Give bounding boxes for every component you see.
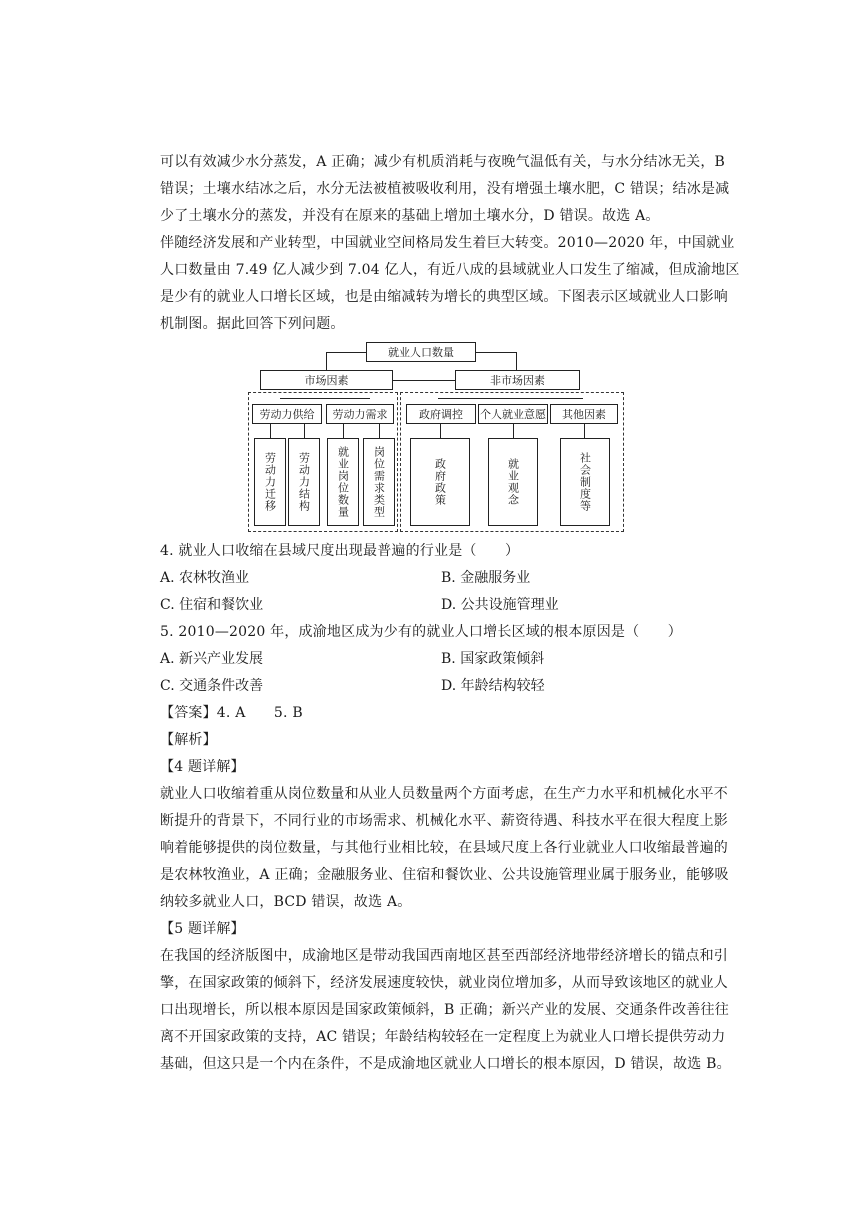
connector-line	[304, 424, 305, 438]
q5-detail-line: 在我国的经济版图中，成渝地区是带动我国西南地区甚至西部经济地带经济增长的锚点和引	[160, 948, 728, 964]
leaf-labor-migration	[254, 438, 286, 526]
q4-option-c: C. 住宿和餐饮业	[160, 597, 264, 613]
paragraph-line: 是少有的就业人口增长区域，也是由缩减转为增长的典型区域。下图表示区域就业人口影响	[160, 289, 728, 305]
non-market-factors-box: 非市场因素	[455, 370, 580, 390]
labor-demand-box: 劳动力需求	[326, 404, 394, 424]
leaf-label: 岗位需求类型	[372, 446, 386, 518]
q5-detail-line: 离不开国家政策的支持，AC 错误；年龄结构较轻在一定程度上为就业人口增长提供劳动力	[160, 1029, 726, 1045]
leaf-job-count	[327, 438, 359, 526]
leaf-label: 社会制度等	[578, 452, 592, 512]
connector-line	[393, 380, 455, 381]
connector-line	[440, 424, 441, 438]
leaf-social-system	[560, 438, 610, 526]
leaf-employment-concept	[488, 438, 538, 526]
q5-option-d: D. 年龄结构较轻	[441, 678, 545, 694]
leaf-label: 政府政策	[433, 458, 447, 506]
connector-line	[326, 352, 366, 353]
q5-detail-line: 擎，在国家政策的倾斜下，经济发展速度较快，就业岗位增加多，从而导致该地区的就业人	[160, 975, 728, 991]
q5-detail-label: 【5 题详解】	[160, 921, 245, 937]
q4-detail-line: 纳较多就业人口，BCD 错误，故选 A。	[160, 894, 412, 910]
paragraph-line: 可以有效减少水分蒸发，A 正确；减少有机质消耗与夜晚气温低有关，与水分结冰无关，B	[160, 154, 726, 170]
leaf-label: 劳动力结构	[297, 452, 311, 512]
leaf-label: 就业岗位数量	[336, 446, 350, 518]
connector-line	[326, 352, 327, 370]
paragraph-line: 人口数量由 7.49 亿人减少到 7.04 亿人，有近八成的县域就业人口发生了缩减，但成渝地区	[160, 262, 740, 278]
q4-detail-line: 就业人口收缩着重从岗位数量和从业人员数量两个方面考虑，在生产力水平和机械化水平不	[160, 786, 728, 802]
leaf-job-demand-type	[363, 438, 395, 526]
connector-line	[584, 424, 585, 438]
answer-line: 【答案】4. A 5. B	[160, 705, 303, 721]
q4-detail-line: 是农林牧渔业，A 正确；金融服务业、住宿和餐饮业、公共设施管理业属于服务业，能够吸	[160, 867, 729, 883]
q5-option-c: C. 交通条件改善	[160, 678, 264, 694]
diagram-top-box: 就业人口数量	[366, 342, 476, 362]
q4-detail-label: 【4 题详解】	[160, 759, 245, 775]
paragraph-line: 机制图。据此回答下列问题。	[160, 316, 345, 332]
question-5-stem: 5. 2010—2020 年，成渝地区成为少有的就业人口增长区域的根本原因是（ ）	[160, 624, 682, 640]
connector-line	[438, 398, 583, 399]
connector-line	[513, 424, 514, 438]
labor-supply-box: 劳动力供给	[252, 404, 322, 424]
q5-option-b: B. 国家政策倾斜	[441, 651, 545, 667]
q5-detail-line: 口出现增长，所以根本原因是国家政策倾斜，B 正确；新兴产业的发展、交通条件改善往往	[160, 1002, 729, 1018]
leaf-labor-structure	[288, 438, 320, 526]
gov-regulation-box: 政府调控	[406, 404, 476, 424]
mechanism-diagram	[248, 340, 628, 534]
market-factors-box: 市场因素	[260, 370, 393, 390]
leaf-label: 劳动力迁移	[263, 452, 277, 512]
q4-detail-line: 断提升的背景下，不同行业的市场需求、机械化水平、薪资待遇、科技水平在很大程度上影	[160, 813, 728, 829]
paragraph-line: 错误；土壤水结冰之后，水分无法被植被吸收利用，没有增强土壤水肥，C 错误；结冰是减	[160, 181, 730, 197]
question-4-stem: 4. 就业人口收缩在县域尺度出现最普遍的行业是（ ）	[160, 543, 520, 559]
analysis-label: 【解析】	[160, 732, 217, 748]
connector-line	[270, 424, 271, 438]
connector-line	[476, 352, 516, 353]
connector-line	[516, 352, 517, 370]
q4-option-a: A. 农林牧渔业	[160, 570, 250, 586]
q4-option-d: D. 公共设施管理业	[441, 597, 559, 613]
paragraph-line: 伴随经济发展和产业转型，中国就业空间格局发生着巨大转变。2010—2020 年，中国就业	[160, 235, 735, 251]
connector-line	[379, 424, 380, 438]
paragraph-line: 少了土壤水分的蒸发，并没有在原来的基础上增加土壤水分，D 错误。故选 A。	[160, 208, 660, 224]
personal-will-box: 个人就业意愿	[478, 404, 548, 424]
q5-detail-line: 基础，但这只是一个内在条件，不是成渝地区就业人口增长的根本原因，D 错误，故选 B。	[160, 1056, 731, 1072]
connector-line	[343, 424, 344, 438]
q4-detail-line: 响着能够提供的岗位数量，与其他行业相比较，在县域尺度上各行业就业人口收缩最普遍的	[160, 840, 728, 856]
leaf-label: 就业观念	[506, 458, 520, 506]
connector-line	[280, 398, 370, 399]
q5-option-a: A. 新兴产业发展	[160, 651, 264, 667]
other-factors-box: 其他因素	[550, 404, 618, 424]
leaf-gov-policy	[410, 438, 470, 526]
q4-option-b: B. 金融服务业	[441, 570, 531, 586]
